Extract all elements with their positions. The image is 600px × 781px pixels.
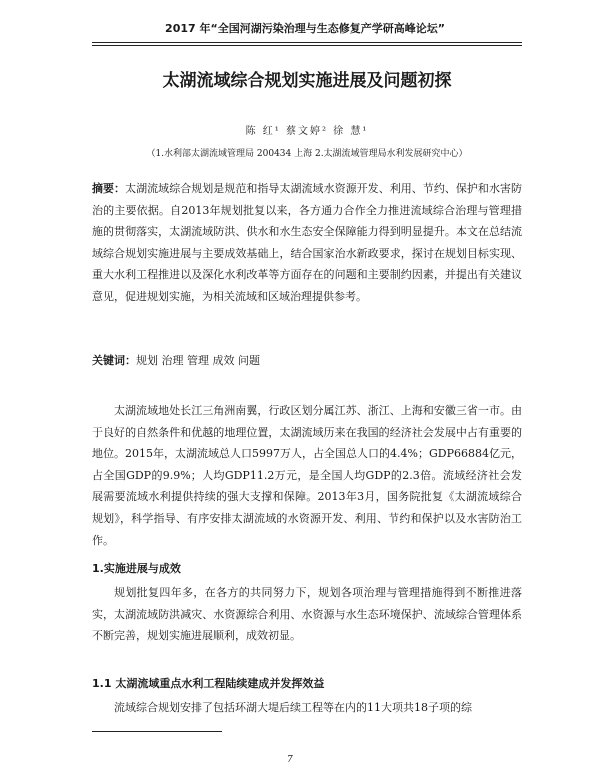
header-rule-top [92,42,522,43]
section-1-heading: 1.实施进展与成效 [92,562,181,575]
section-1-paragraph: 规划批复四年多，在各方的共同努力下，规划各项治理与管理措施得到不断推进落实，太湖流域防洪减灾、水资源综合利用、水资源与水生态环境保护、流域综合管理体系不断完善，规划实施进展顺利，成效初显。 [92,586,522,643]
page-number: 7 [287,755,293,765]
running-header: 2017 年“全国河湖污染治理与生态修复产学研高峰论坛” [165,22,445,35]
abstract-text: 太湖流域综合规划是规范和指导太湖流域水资源开发、利用、节约、保护和水害防治的主要依据。自2013年规划批复以来，各方通力合作全力推进流域综合治理与管理措施的贯彻落实，太湖流域防洪、供水和水生态安全保障能力得到明显提升。本文在总结流域综合规划实施进展与主要成效基础上，结合国家治水新政要求，探讨在规划目标实现、重大水利工程推进以及深化水利改革等方面存在的问题和主要制约因素，并提出有关建议意见，促进规划实施，为相关流域和区域治理提供参考。 [92,182,523,303]
abstract [92,178,522,308]
footnote-rule [92,731,222,732]
abstract-label: 摘要： [92,182,126,195]
affiliation: （1.水利部太湖流域管理局 200434 上海 2.太湖流域管理局水利发展研究中心） [146,149,468,159]
keywords-label: 关键词： [92,354,136,367]
keywords-text: 规划 治理 管理 成效 问题 [136,354,260,367]
header-rule-bottom [92,45,522,46]
section-1-1-heading: 1.1 太湖流域重点水利工程陆续建成并发挥效益 [92,677,325,690]
author-list: 陈 红¹ 蔡文婷² 徐 慧¹ [245,126,369,137]
section-1-1-paragraph: 流域综合规划安排了包括环湖大堤后续工程等在内的11大项共18子项的综 [114,701,472,714]
intro-paragraph: 太湖流域地处长江三角洲南翼，行政区划分属江苏、浙江、上海和安徽三省一市。由于良好的自然条件和优越的地理位置，太湖流域历来在我国的经济社会发展中占有重要的地位。2015年，太湖流域总人口5997万人，占全国总人口的4.4%；GDP66884亿元，占全国GDP的9.9%；人均GDP11.2万元，是全国人均GDP的2.3倍。流域经济社会发展需要流域水利提供持续的强大支撑和保障。2013年3月，国务院批复《太湖流域综合规划》，科学指导、有序安排太湖流域的水资源开发、利用、节约和保护以及水害防治工作。 [92,404,522,547]
keywords [92,350,522,372]
paper-title: 太湖流域综合规划实施进展及问题初探 [162,71,452,91]
